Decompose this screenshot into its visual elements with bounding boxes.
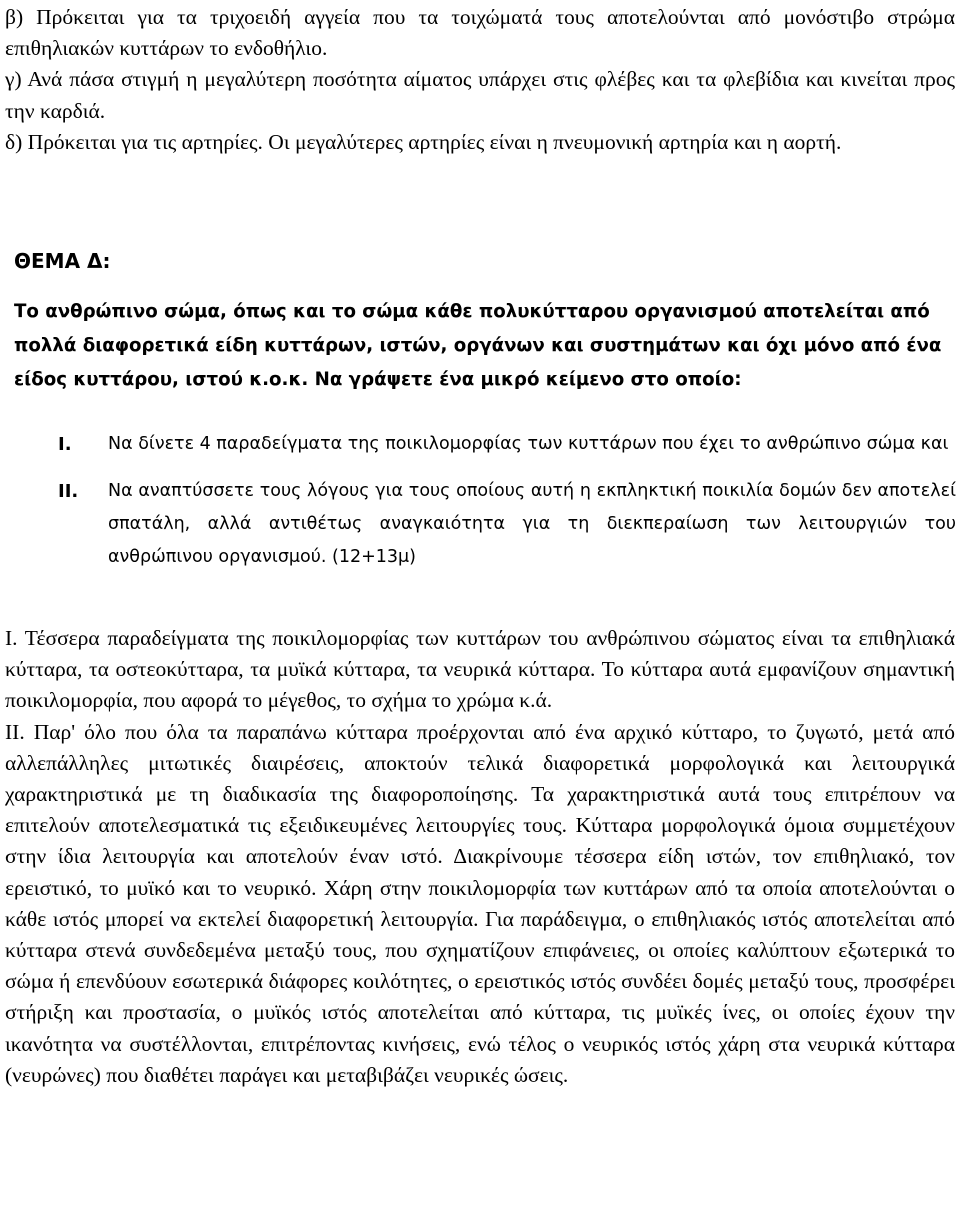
answer-ii: ΙΙ. Παρ' όλο που όλα τα παραπάνω κύτταρα προέρχονται από ένα αρχικό κύτταρο, το ζυγωτό, μετά από αλλεπάλληλες μιτωτικές διαιρέσεις, αποκτούν τελικά διαφορετικά μορφολογικά και λειτουργικά χαρακτηριστικά με τη διαδικασία της διαφοροποίησης. Τα χαρακτηριστικά αυτά τους επιτρέπουν να επιτελούν αποτελεσματικά τις εξειδικευμένες λειτουργίες τους. Κύτταρα μορφολογικά όμοια συμμετέχουν στην ίδια λειτουργία και αποτελούν έναν ιστό. Διακρίνουμε τέσσερα είδη ιστών, τον επιθηλιακό, τον ερειστικό, το μυϊκό και το νευρικό. Χάρη στην ποικιλομορφία των κυττάρων από τα οποία αποτελούνται ο κάθε ιστός μπορεί να εκτελεί διαφορετική λειτουργία. Για παράδειγμα, ο επιθηλιακός ιστός αποτελείται από κύτταρα στενά συνδεδεμένα μεταξύ τους, που σχηματίζουν επιφάνειες, οι οποίες καλύπτουν εξωτερικά το σώμα ή επενδύουν εσωτερικά διάφορες κοιλότητες, ο ερειστικός ιστός συνδέει δομές μεταξύ τους, προσφέρει στήριξη και προστασία, ο μυϊκός ιστός αποτελείται από κύτταρα, τις μυϊκές ίνες, οι οποίες έχουν την ικανότητα να συστέλλονται, επιτρέποντας κινήσεις, ενώ τέλος ο νευρικός ιστός χάρη στα νευρικά κύτταρα (νευρώνες) που διαθέτει παράγει και μεταβιβάζει νευρικές ώσεις. [5,719,955,1087]
answer-d: δ) Πρόκειται για τις αρτηρίες. Οι μεγαλύτερες αρτηρίες είναι η πνευμονική αρτηρία και η αορτή. [5,129,842,154]
answer-i: Ι. Τέσσερα παραδείγματα της ποικιλομορφίας των κυττάρων του ανθρώπινου σώματος είναι τα επιθηλιακά κύτταρα, τα οστεοκύτταρα, τα μυϊκά κύτταρα, τα νευρικά κύτταρα. Το κύτταρα αυτά εμφανίζουν σημαντική ποικιλομορφία, που αφορά το μέγεθος, το σχήμα το χρώμα κ.ά. [5,626,955,713]
thema-heading: ΘΕΜΑ Δ: [14,249,111,273]
question-number: I. [58,434,72,455]
question-list [58,428,956,574]
thema-intro: Το ανθρώπινο σώμα, όπως και το σώμα κάθε πολυκύτταρου οργανισμού αποτελείται από πολλά διαφορετικά είδη κυττάρων, ιστών, οργάνων και συστημάτων και όχι μόνο από ένα είδος κυττάρου, ιστού κ.ο.κ. Να γράψετε ένα μικρό κείμενο στο οποίο: [14,301,942,390]
question-item [58,428,956,461]
question-item [58,475,956,574]
question-number: II. [58,481,79,502]
previous-answers [5,2,955,158]
answers-section [5,623,955,1091]
question-text: Να δίνετε 4 παραδείγματα της ποικιλομορφίας των κυττάρων που έχει το ανθρώπινο σώμα και [108,434,949,454]
question-text: Να αναπτύσσετε τους λόγους για τους οποίους αυτή η εκπληκτική ποικιλία δομών δεν αποτελεί σπατάλη, αλλά αντιθέτως αναγκαιότητα για τη διεκπεραίωση των λειτουργιών του ανθρώπινου οργανισμού. (12+13μ) [108,481,956,567]
answer-b: β) Πρόκειται για τα τριχοειδή αγγεία που τα τοιχώματά τους αποτελούνται από μονόστιβο στρώμα επιθηλιακών κυττάρων το ενδοθήλιο. [5,5,955,61]
answer-c: γ) Ανά πάσα στιγμή η μεγαλύτερη ποσότητα αίματος υπάρχει στις φλέβες και τα φλεβίδια και κινείται προς την καρδιά. [5,67,955,123]
